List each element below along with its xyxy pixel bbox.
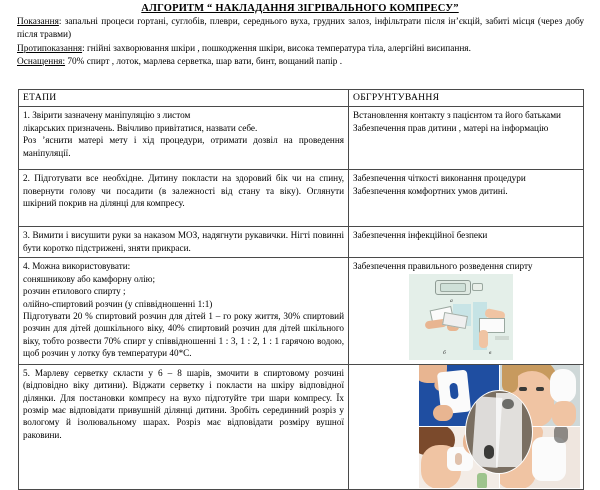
document-preamble: [0, 16, 600, 69]
indications-text: : запальні процеси гортані, суглобів, плеври, середнього вуха, грудних залоз, інфільтрати після ін’єкцій, забиті місця (через добу після травми): [17, 17, 584, 41]
step-line: 4. Можна використовувати:: [23, 261, 131, 272]
step-line: 5. Марлеву серветку скласти у 6 – 8 шарів, змочити в спиртовому розчині (відповідно віку дитини). Віджати серветку і покласти на шкіру відповідної ділянки. Для постановки компресу на вухо підготуйте три шари компресу. Їх розмір має відповідати привушній ділянці дитини. Зробіть серединний розріз у вологому й ізолювальному шарах. Розріз має відповідати розміру вушної раковини.: [23, 367, 344, 440]
indications-label: Показання: [17, 17, 59, 27]
step-line: 3. Вимити і висушити руки за наказом МОЗ, надягнути рукавички. Нігті повинні бути коротко підстрижені, зняти прикраси.: [23, 230, 344, 253]
step-cell-1: [19, 107, 349, 170]
hair-shape: [502, 365, 518, 393]
ear-compress-photo-collage: [419, 365, 580, 489]
step-line: соняшникову або камфорну олію;: [23, 273, 156, 284]
bottle-shape: [472, 283, 483, 291]
eye-shape: [519, 387, 527, 391]
rationale-line: Забезпечення прав дитини , матері на інформацію: [353, 122, 549, 133]
column-header-rationale: ОБГРУНТУВАННЯ: [349, 90, 584, 107]
document-page: [0, 3, 600, 467]
hand-shape: [552, 401, 576, 426]
eye-shape: [536, 387, 544, 391]
column-header-steps: ЕТАПИ: [19, 90, 349, 107]
compress-shape: [550, 369, 576, 403]
step-cell-3: [19, 227, 349, 258]
hand-shape: [433, 405, 453, 421]
contraindications-line: [17, 43, 584, 56]
table-row: [19, 107, 584, 170]
step-line: олійно-спиртовий розчин (у співвідношенні 1:1): [23, 298, 213, 309]
ear-slit-shape: [455, 453, 462, 465]
tray-inner-shape: [440, 283, 466, 292]
contraindications-label: Протипоказання: [17, 43, 83, 54]
figure-label-a: а: [450, 297, 453, 304]
rationale-line: Забезпечення чіткості виконання процедури: [353, 173, 526, 184]
rationale-line: Забезпечення правильного розведення спирту: [353, 261, 533, 272]
collage-oval-inset: [466, 391, 532, 473]
shadow-shape: [484, 445, 494, 459]
equipment-label: Оснащення:: [17, 56, 66, 67]
step-line: 1. Звірити зазначену маніпуляцію з листом: [23, 110, 191, 121]
table-row: [19, 258, 584, 364]
equipment-line: [17, 56, 584, 69]
table-row: [19, 170, 584, 227]
rationale-cell-4: [349, 258, 584, 364]
cotton-pad-shape: [532, 437, 566, 481]
shadow-shape: [502, 399, 514, 409]
table-row: [19, 364, 584, 489]
figure-label-b: б: [443, 349, 446, 356]
rationale-cell-3: [349, 227, 584, 258]
rationale-line: Встановлення контакту з пацієнтом та його батьками: [353, 110, 561, 121]
rationale-cell-2: [349, 170, 584, 227]
table-header-row: [19, 90, 584, 107]
table-row: [19, 227, 584, 258]
equipment-text: 70% спирт , лоток, марлева серветка, шар вати, бинт, вощаний папір .: [65, 56, 343, 67]
gauze-slit-shape: [449, 382, 459, 399]
table-edge-shape: [495, 336, 509, 340]
rationale-cell-5: [349, 364, 584, 489]
step-line: Роз ʼяснити матері мету і хід процедури, отримати дозвіл на проведення маніпуляції.: [23, 135, 344, 158]
rationale-line: Забезпечення інфекційної безпеки: [353, 230, 488, 241]
contraindications-text: : гнійні захворювання шкіри , пошкодження шкіри, висока температура тіла, алергійні висипання.: [82, 43, 471, 54]
step-cell-2: [19, 170, 349, 227]
page-title: АЛГОРИТМ “ НАКЛАДАННЯ ЗІГРІВАЛЬНОГО КОМПРЕСУ”: [141, 3, 459, 14]
step-line: розчин етилового спирту ;: [23, 286, 126, 297]
hair-shape: [554, 427, 568, 443]
rationale-cell-1: [349, 107, 584, 170]
forearm-shape: [479, 330, 488, 348]
step-cell-5: [19, 364, 349, 489]
step-line: Підготувати 20 % спиртовий розчин для дітей 1 – го року життя, 30% спиртовий розчин для дітей дошкільного віку, 40% спиртовий розчин для дітей шкільного віку, тобто розвести 70% спирт у співвідношенні 1 : 3, 1 : 2, 1 : 1 гарячою водою, щоб розчин у лотку був температури 40*С.: [23, 311, 344, 359]
step-line: лікарських призначень. Ввічливо привітатися, назвати себе.: [23, 122, 258, 133]
alcohol-dilution-illustration: [409, 274, 513, 360]
figure-label-c: в: [489, 349, 492, 356]
step-cell-4: [19, 258, 349, 364]
background-object-shape: [477, 473, 487, 488]
rationale-line: Забезпечення комфортних умов дитині.: [353, 185, 508, 196]
indications-line: [17, 16, 584, 43]
algorithm-table: [18, 89, 584, 490]
step-line: 2. Підготувати все необхідне. Дитину покласти на здоровий бік чи на спину, повернути голову чи посадити (в залежності від стану та віку). Оглянути шкірний покрив на ділянці для компресу.: [23, 173, 344, 209]
algorithm-table-wrapper: [18, 89, 583, 490]
